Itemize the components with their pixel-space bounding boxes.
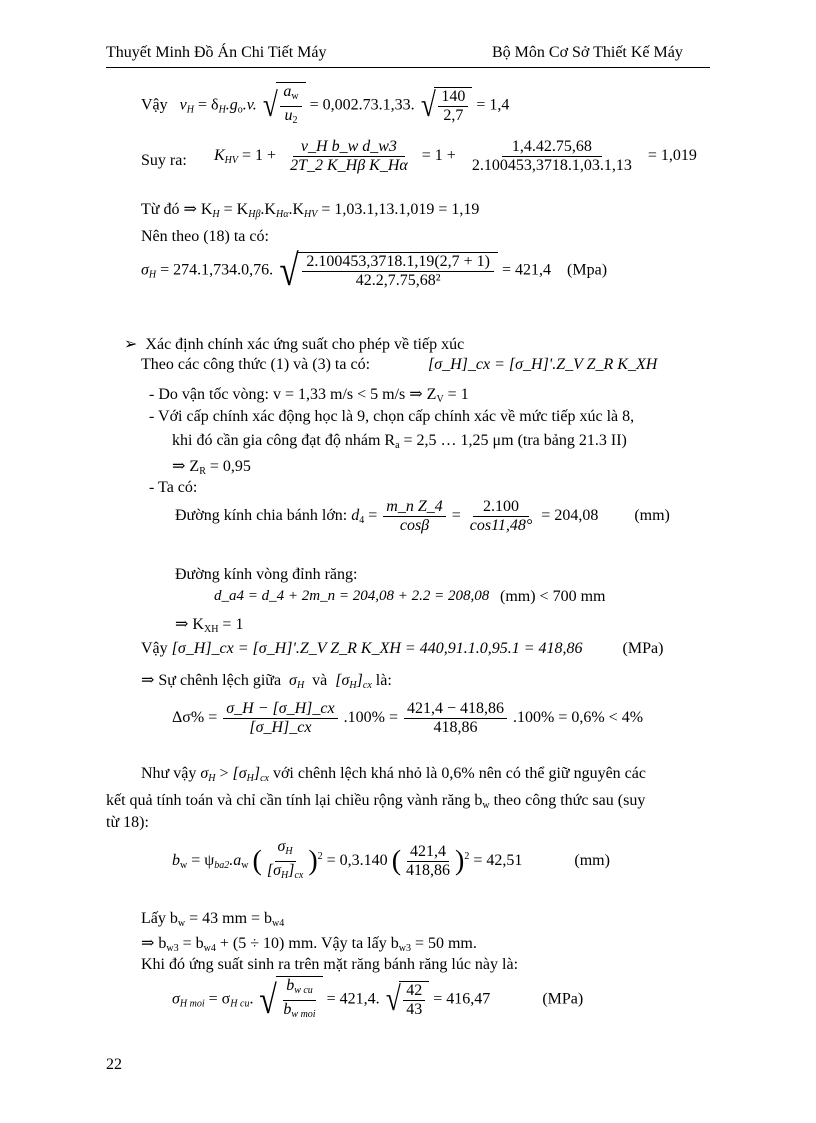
s3-line: - Với cấp chính xác động học là 9, chọn cấp chính xác về mức tiếp xúc là 8,: [149, 408, 635, 425]
header-left: Thuyết Minh Đồ Án Chi Tiết Máy: [106, 44, 327, 61]
s1-formula: [σ_H]_cx = [σ_H]'.Z_V Z_R K_XH: [428, 356, 658, 373]
lay1-line: Lấy $b_w = 43$ mm = $b_{w4}$: [141, 910, 285, 929]
page-number: 22: [106, 1056, 122, 1073]
s1-text: Theo các công thức (1) và (3) ta có:: [141, 356, 371, 373]
arrow-bullet-icon: ➢: [124, 336, 138, 353]
eq-sigma-cx: Vậy [σ_H]_cx = [σ_H]'.Z_V Z_R K_XH = 440,91.1.0,95.1 = 418,86 (MPa): [141, 640, 664, 657]
eq-khv: $K_{HV} = 1$ + $\frac{\text{v\_H b\_w d\_w3}}{\text{2T\_2 K\_Hβ K\_Hα}}$ = 1 + $\frac{1,4.42.75,68}{2.100453,3718.1,03.1,13}$ = 1,019: [214, 138, 697, 174]
lay2-line: ⇒ $b_{w3} = b_{w4} + (5 \div 10)$ mm. Vậy ta lấy $b_{w3} = 50$ mm.: [141, 935, 477, 954]
eq-kh: Từ đó ⇒ $K_H = K_{H\beta}.K_{H\alpha}.K_{HV} = 1,03.1,13.1,019 = 1,19$: [141, 201, 480, 220]
khi-do-line: Khi đó ứng suất sinh ra trên mặt răng bánh răng lúc này là:: [141, 956, 519, 973]
eq-delta: Δσ% = $\frac{\sigma\_H - [\sigma\_H]\_cx}{[\sigma\_H]\_cx}$ .100% = $\frac{421,4 - 418,86}{418,86}$ .100% = 0,6% < 4%: [172, 700, 644, 736]
suy-ra-label: Suy ra:: [141, 152, 187, 169]
diff-line: ⇒ Sự chênh lệch giữa $\sigma_H$ và $[\sigma_H]_{cx}$ là:: [141, 672, 392, 691]
eq4-intro: Nên theo (18) ta có:: [141, 228, 269, 245]
header-rule: [106, 67, 710, 68]
s3b-line: khi đó cần gia công đạt độ nhám $R_a = 2,5$ … 1,25 μm (tra bảng 21.3 II): [172, 432, 627, 451]
da4-label: Đường kính vòng đỉnh răng:: [175, 566, 358, 583]
s3c-line: ⇒ $Z_R = 0,95$: [172, 458, 251, 477]
para1-line1: Như vậy $\sigma_H > [\sigma_H]_{cx}$ với chênh lệch khá nhỏ là 0,6% nên có thể giữ nguyên các: [141, 765, 646, 784]
eq-sigma-moi: $\sigma_{H moi} = \sigma_{H cu}$. √ $\frac{b_{w cu}}{b_{w moi}}$ = 421,4. √ $\frac{42}{43}$ = 416,47 (MPa): [172, 977, 584, 1022]
header-right: Bộ Môn Cơ Sở Thiết Kế Máy: [492, 44, 683, 61]
eq-d4: Đường kính chia bánh lớn: $d_4$ = $\frac{\text{m\_n Z\_4}}{\cos\beta}$ = $\frac{2.100}{\cos 11,48^\circ}$ = 204,08 (mm): [175, 498, 670, 534]
para1-line3: từ 18):: [106, 814, 149, 831]
da4-unit: (mm) < 700 mm: [500, 588, 606, 605]
s4-line: - Ta có:: [149, 479, 198, 496]
eq-vh: Vậy $v_H = \delta_H.g_o.v$. √ $\frac{a_w}{u_2}$ = 0,002.73.1,33. √ $\frac{140}{2,7}$ = 1,4: [141, 82, 509, 130]
eq-bw: $b_w = \psi_{ba2}.a_w$ ( $\frac{\sigma_H}{[\sigma_H]_{cx}}$ )$^2$ = 0,3.140 ( $\frac{421,4}{418,86}$ )$^2$ = 42,51 (mm): [172, 838, 610, 881]
s2-line: - Do vận tốc vòng: v = 1,33 m/s < 5 m/s ⇒ $Z_V = 1$: [149, 386, 469, 405]
eq-sigma-h: $\sigma_H = 274.1,734.0,76$. √ $\frac{2.100453,3718.1,19(2,7 + 1)}{\text{42.2,7.75,68²}}$ = 421,4 (Mpa): [141, 246, 608, 295]
kxh-line: ⇒ $K_{XH} = 1$: [175, 616, 244, 635]
eq-da4: d_a4 = d_4 + 2m_n = 204,08 + 2.2 = 208,08: [214, 588, 490, 604]
section-heading: ➢ Xác định chính xác ứng suất cho phép về tiếp xúc: [124, 336, 465, 353]
para1-line2: kết quả tính toán và chỉ cần tính lại chiều rộng vành răng $b_w$ theo công thức sau (suy: [106, 792, 646, 811]
